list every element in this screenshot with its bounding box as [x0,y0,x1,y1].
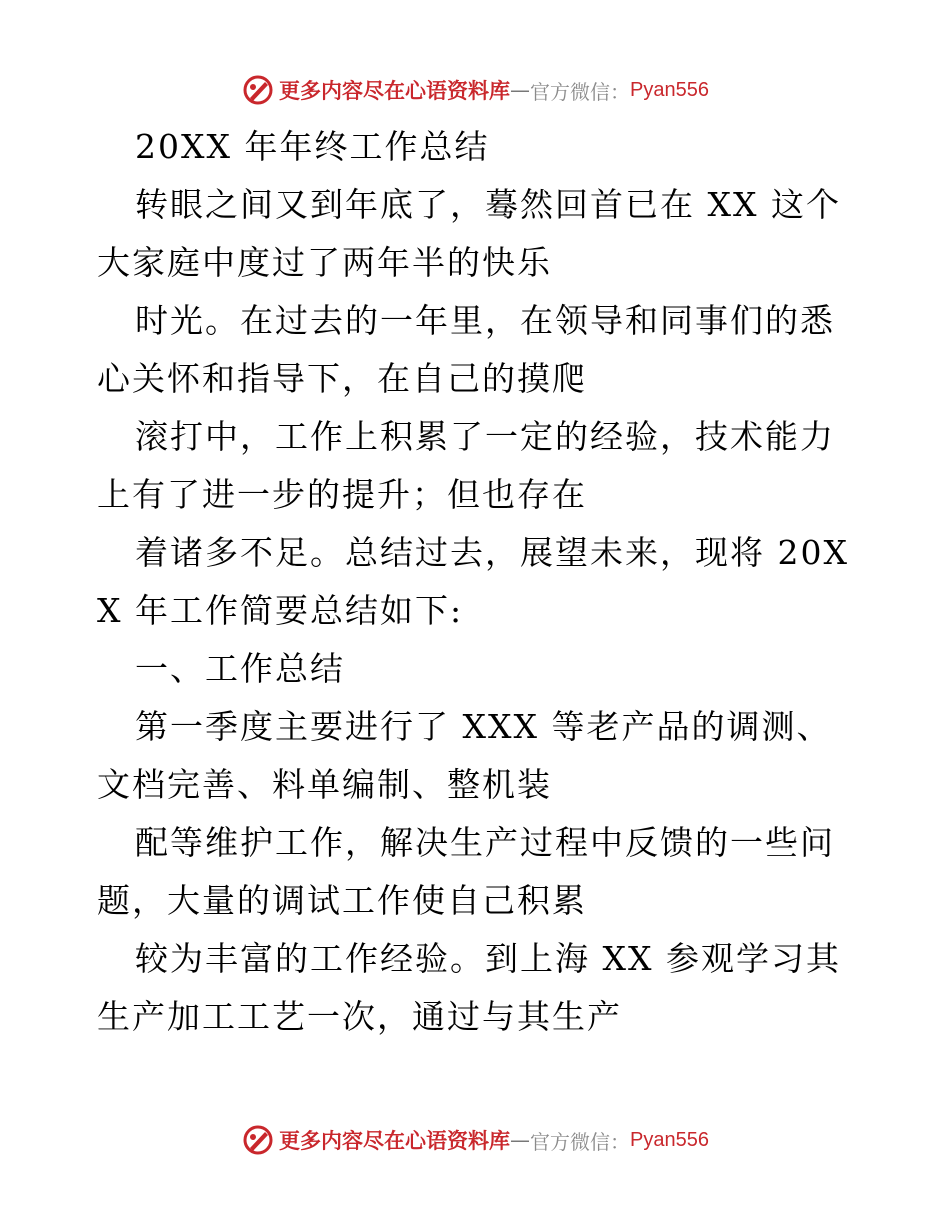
footer-banner [0,1120,950,1160]
paragraph: 第一季度主要进行了 XXX 等老产品的调测、文档完善、料单编制、整机装 [97,707,832,804]
brand-logo-icon [241,1123,275,1157]
contact-id: Pyan556 [630,1128,709,1151]
paragraph: 较为丰富的工作经验。到上海 XX 参观学习其生产加工工艺一次，通过与其生产 [97,939,841,1036]
banner-separator: — [510,1128,531,1152]
contact-label: 官方微信： [530,1129,631,1154]
header-banner [0,70,950,110]
document-title: 20XX 年年终工作总结 [135,127,490,166]
banner-text: 更多内容尽在心语资料库 [279,78,511,103]
document-body [97,118,857,1046]
section-heading: 一、工作总结 [135,649,345,688]
contact-id: Pyan556 [630,78,709,101]
paragraph: 时光。在过去的一年里，在领导和同事们的悉心关怀和指导下，在自己的摸爬 [97,301,835,398]
paragraph: 转眼之间又到年底了，蓦然回首已在 XX 这个大家庭中度过了两年半的快乐 [97,185,841,282]
banner-text: 更多内容尽在心语资料库 [279,1128,511,1153]
paragraph: 滚打中，工作上积累了一定的经验，技术能力上有了进一步的提升；但也存在 [97,417,835,514]
paragraph: 着诸多不足。总结过去，展望未来，现将 20XX 年工作简要总结如下: [97,533,849,630]
brand-logo-icon [241,73,275,107]
banner-separator: — [510,78,531,102]
contact-label: 官方微信： [530,79,631,104]
paragraph: 配等维护工作，解决生产过程中反馈的一些问题，大量的调试工作使自己积累 [97,823,835,920]
